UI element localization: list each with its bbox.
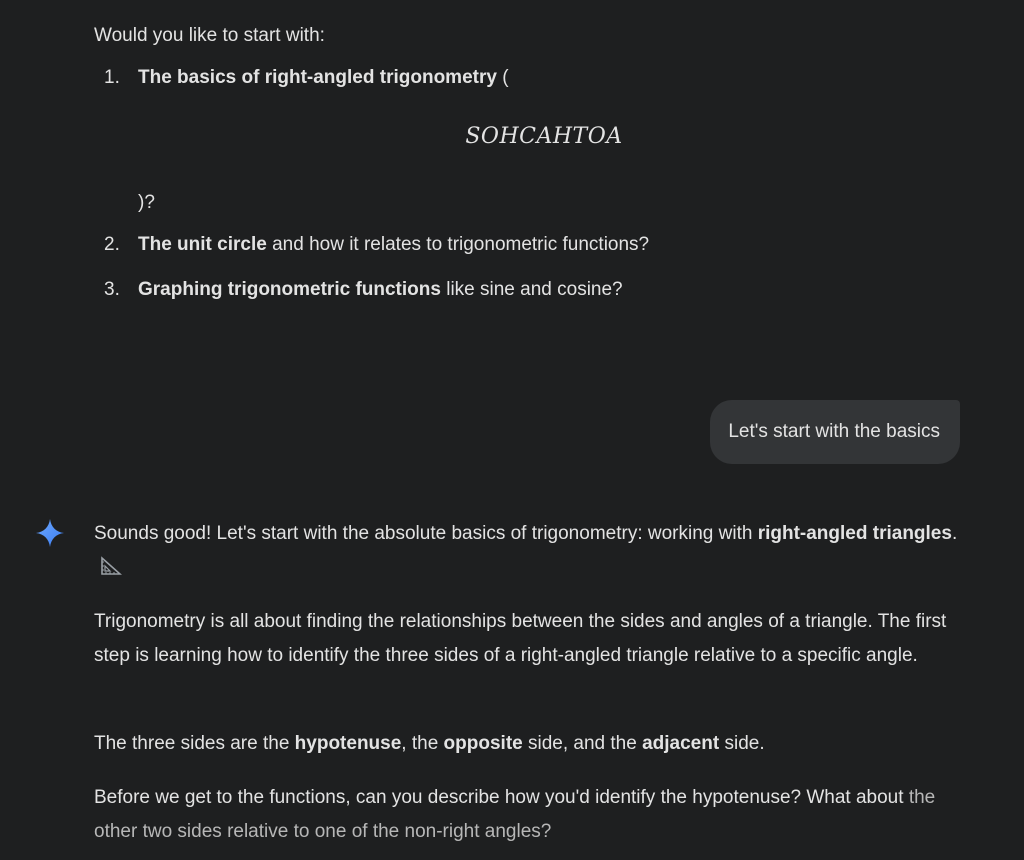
intro-text: Would you like to start with: — [94, 25, 325, 46]
list-number: 3. — [104, 279, 120, 300]
list-item-text: and how it relates to trigonometric functions? — [266, 234, 650, 255]
paragraph-text: Sounds good! Let's start with the absolute basics of trigonometry: working with — [94, 523, 758, 544]
list-number: 2. — [104, 234, 120, 255]
paragraph-text: , the — [401, 733, 444, 754]
bold-text: right-angled triangles — [757, 523, 952, 544]
bold-text: opposite — [443, 733, 523, 754]
list-item — [104, 231, 649, 259]
paragraph-text: The three sides are the — [94, 733, 295, 754]
list-number: 1. — [104, 67, 120, 88]
response-paragraph — [94, 517, 974, 585]
list-item-title: The basics of right-angled trigonometry — [138, 67, 497, 88]
response-paragraph — [94, 727, 974, 761]
response-paragraph — [94, 781, 974, 849]
user-message-text: Let's start with the basics — [728, 421, 940, 442]
user-message-bubble — [710, 400, 960, 464]
paragraph-text: side, and the — [522, 733, 643, 754]
paragraph-text-streaming: the other two sides relative to one of the non-right angles? — [94, 787, 936, 842]
paragraph-text: . — [951, 523, 958, 544]
list-item — [104, 64, 509, 92]
list-item-text: )? — [138, 192, 155, 213]
list-item-title: The unit circle — [138, 234, 267, 255]
bold-text: hypotenuse — [294, 733, 402, 754]
paragraph-text: side. — [719, 733, 765, 754]
list-item-title: Graphing trigonometric functions — [138, 279, 441, 300]
math-formula: SOHCAHTOA — [465, 124, 623, 149]
paragraph-text: Before we get to the functions, can you describe how you'd identify the hypotenuse? What about — [94, 787, 909, 808]
bold-text: adjacent — [642, 733, 720, 754]
list-item-text: ( — [496, 67, 509, 88]
triangular-ruler-icon — [100, 556, 122, 576]
response-paragraph: Trigonometry is all about finding the relationships between the sides and angles of a triangle. The first step is learning how to identify the three sides of a right-angled triangle relative to a specific angle. — [94, 611, 947, 666]
sparkle-icon — [36, 519, 64, 547]
list-item — [104, 276, 623, 304]
list-item-text: like sine and cosine? — [440, 279, 623, 300]
